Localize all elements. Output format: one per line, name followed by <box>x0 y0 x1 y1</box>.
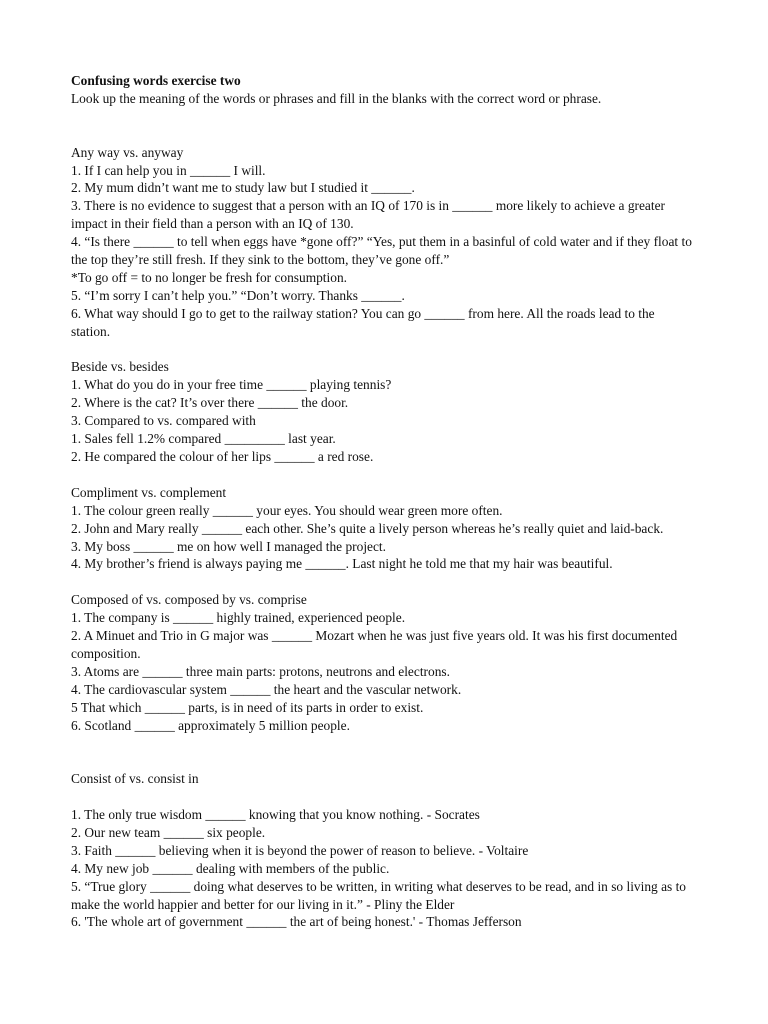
exercise-line: 4. My new job ______ dealing with members of the public. <box>71 860 390 876</box>
exercise-line: 1. The only true wisdom ______ knowing that you know nothing. - Socrates <box>71 807 480 823</box>
exercise-line: 5. “True glory ______ doing what deserves to be written, in writing what deserves to be read, and in so living as to make the world happier and better for our living in it.” - Pliny the Elder <box>71 878 686 912</box>
subsection-heading: 3. Compared to vs. compared with <box>71 413 256 429</box>
section-heading: Beside vs. besides <box>71 359 169 375</box>
exercise-line: 3. There is no evidence to suggest that a person with an IQ of 170 is in ______ more likely to achieve a greater impact in their field than a person with an IQ of 130. <box>71 198 665 232</box>
exercise-line: 1. Sales fell 1.2% compared _________ last year. <box>71 431 336 447</box>
section-compliment <box>71 484 696 574</box>
exercise-line: 6. What way should I go to get to the railway station? You can go ______ from here. All the roads lead to the station. <box>71 305 655 339</box>
exercise-line: 3. Atoms are ______ three main parts: protons, neutrons and electrons. <box>71 663 450 679</box>
exercise-line: 1. The colour green really ______ your eyes. You should wear green more often. <box>71 502 503 518</box>
exercise-line: 5. “I’m sorry I can’t help you.” “Don’t worry. Thanks ______. <box>71 287 405 303</box>
spacer <box>71 752 696 770</box>
section-composed <box>71 591 696 734</box>
footnote-line: *To go off = to no longer be fresh for consumption. <box>71 269 347 285</box>
spacer <box>71 788 696 806</box>
exercise-line: 2. A Minuet and Trio in G major was ______ Mozart when he was just five years old. It was his first documented composition. <box>71 628 678 661</box>
spacer <box>71 573 696 591</box>
document-title: Confusing words exercise two <box>71 73 241 88</box>
section-beside <box>71 358 696 465</box>
section-heading: Compliment vs. complement <box>71 484 227 500</box>
section-heading: Composed of vs. composed by vs. comprise <box>71 592 307 608</box>
document-intro: Look up the meaning of the words or phrases and fill in the blanks with the correct word or phrase. <box>71 90 602 106</box>
exercise-line: 1. What do you do in your free time ______ playing tennis? <box>71 377 392 393</box>
exercise-line: 6. Scotland ______ approximately 5 million people. <box>71 717 350 733</box>
exercise-line: 3. My boss ______ me on how well I managed the project. <box>71 538 386 554</box>
section-consist <box>71 770 696 931</box>
exercise-line: 4. My brother’s friend is always paying me ______. Last night he told me that my hair was beautiful. <box>71 556 613 572</box>
exercise-line: 2. Where is the cat? It’s over there ______ the door. <box>71 395 349 411</box>
exercise-line: 6. 'The whole art of government ______ the art of being honest.' - Thomas Jefferson <box>71 914 522 930</box>
exercise-line: 2. My mum didn’t want me to study law but I studied it ______. <box>71 180 415 196</box>
exercise-line: 4. The cardiovascular system ______ the heart and the vascular network. <box>71 681 462 697</box>
spacer <box>71 734 696 752</box>
exercise-line: 2. Our new team ______ six people. <box>71 824 266 840</box>
section-heading: Any way vs. anyway <box>71 144 184 160</box>
document-page <box>71 72 696 931</box>
exercise-line: 3. Faith ______ believing when it is beyond the power of reason to believe. - Voltaire <box>71 842 529 858</box>
section-heading: Consist of vs. consist in <box>71 771 199 787</box>
exercise-line: 1. If I can help you in ______ I will. <box>71 162 266 178</box>
exercise-line: 2. John and Mary really ______ each other. She’s quite a lively person whereas he’s really quiet and laid-back. <box>71 520 664 536</box>
exercise-line: 2. He compared the colour of her lips ______ a red rose. <box>71 448 374 464</box>
exercise-line: 5 That which ______ parts, is in need of its parts in order to exist. <box>71 699 424 715</box>
exercise-line: 1. The company is ______ highly trained, experienced people. <box>71 610 406 626</box>
spacer <box>71 126 696 144</box>
spacer <box>71 466 696 484</box>
exercise-line: 4. “Is there ______ to tell when eggs have *gone off?” “Yes, put them in a basinful of cold water and if they float to the top they’re still fresh. If they sink to the bottom, they’ve gone off.” <box>71 234 692 268</box>
spacer <box>71 341 696 359</box>
section-anyway <box>71 144 696 341</box>
